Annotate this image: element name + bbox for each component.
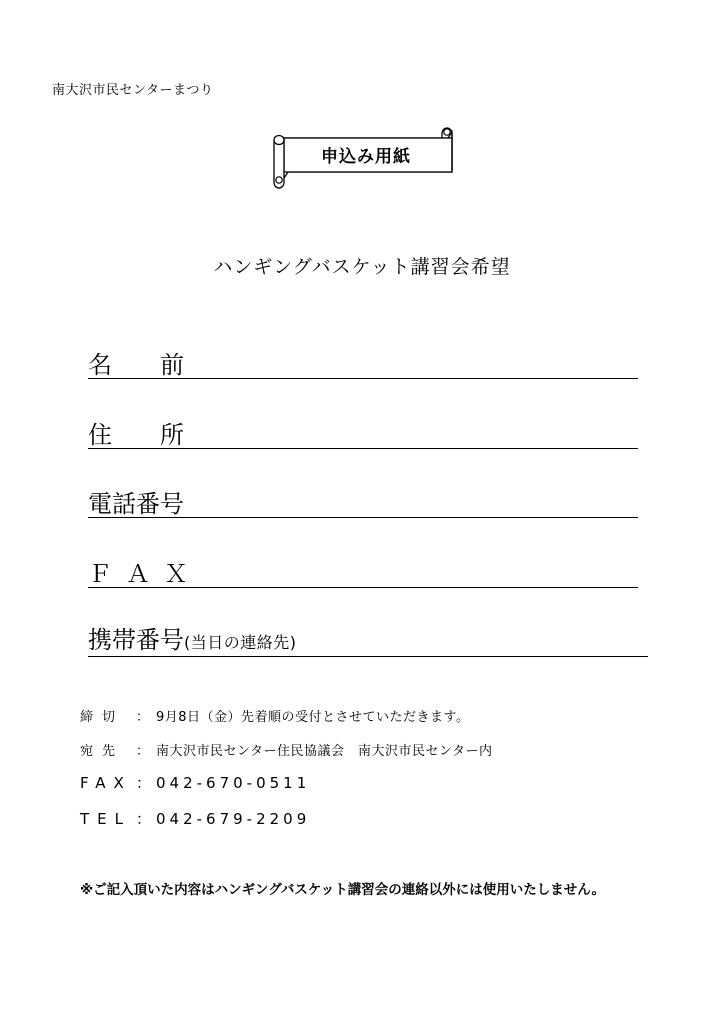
tel-key: TEL [80,810,131,828]
event-name: 南大沢市民センターまつり [52,83,214,98]
form-title: 申込み用紙 [321,147,411,167]
tel-row [80,808,310,829]
fax-key: FAX [80,774,132,792]
mobile-field[interactable] [88,622,648,657]
deadline-row [80,706,470,725]
mobile-label [88,626,297,657]
tel-value: 042-679-2209 [156,810,311,828]
fax-field[interactable] [88,553,638,588]
recipient-key: 宛先 [80,744,125,759]
mobile-label-text: 携帯番号 [88,626,184,654]
recipient-separator: ： [136,744,150,759]
title-banner [262,120,462,192]
recipient-row [80,740,492,759]
deadline-separator: ： [136,710,150,725]
privacy-note: ※ご記入頂いた内容はハンギングバスケット講習会の連絡以外には使用いたしません。 [80,882,606,898]
phone-field[interactable] [88,483,638,518]
name-label: 名 前 [88,351,184,379]
name-field[interactable] [88,344,638,379]
fax-row [80,772,310,793]
fax-value: 042-670-0511 [156,774,311,792]
phone-label: 電話番号 [88,490,184,518]
fax-label: ＦＡＸ [88,560,202,588]
deadline-value: 9月8日（金）先着順の受付とさせていただきます。 [156,710,470,725]
course-subtitle: ハンギングバスケット講習会希望 [213,256,511,278]
address-label: 住 所 [88,421,184,449]
fax-separator: ： [136,774,156,792]
recipient-value: 南大沢市民センター住民協議会 南大沢市民センター内 [156,744,493,759]
address-field[interactable] [88,414,638,449]
mobile-note: (当日の連絡先) [184,633,297,652]
tel-separator: ： [136,810,156,828]
deadline-key: 締切 [80,710,125,725]
